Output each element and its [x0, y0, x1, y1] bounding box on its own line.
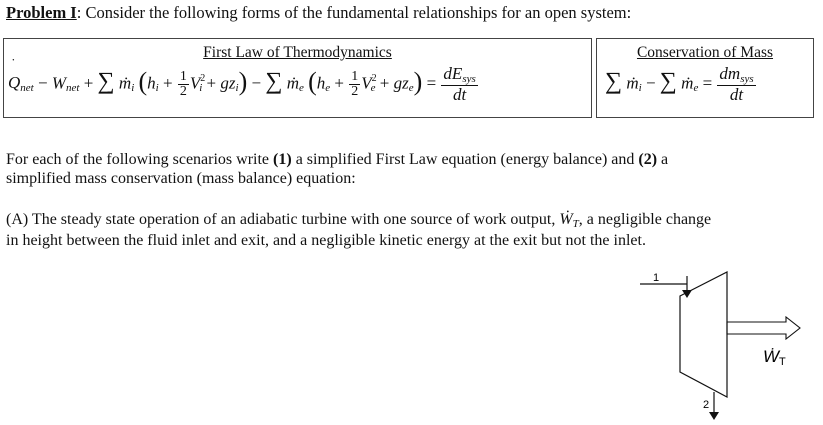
- problem-heading: [6, 3, 631, 23]
- inlet-label: 1: [653, 272, 660, 284]
- outlet-label: 2: [703, 399, 710, 411]
- outlet-arrowhead: [709, 412, 719, 420]
- scenario-a-paragraph: (A) The steady state operation of an adiabatic turbine with one source of work output, ẆT, a negligible change in height between the fluid inlet and exit, and a negligible kinetic energy at the exit but not the inlet.: [6, 211, 712, 249]
- first-law-title: First Law of Thermodynamics: [203, 44, 392, 61]
- work-arrow: [727, 317, 800, 339]
- mass-box: [596, 38, 814, 118]
- turbine-diagram: [620, 262, 820, 422]
- first-law-equation: Q ˙ net − Wnet + ∑ ṁi (hi + $\frac{1}{2}$ $V^2i + gzi$) − ∑ ṁe (he + $\frac{1}{2}$ $V^2e + gze$) = $\frac{\text{dEsys}}{dt}$: [8, 57, 476, 104]
- work-label: ẆT: [763, 347, 786, 368]
- mass-title: Conservation of Mass: [636, 44, 774, 61]
- first-law-box: [3, 38, 592, 118]
- problem-label: Problem I: [6, 3, 77, 22]
- instructions-paragraph: For each of the following scenarios write (1) a simplified First Law equation (energy balance) and (2) a simplified mass conservation (mass balance) equation:: [6, 151, 669, 187]
- problem-heading-text: : Consider the following forms of the fundamental relationships for an open system:: [76, 3, 632, 22]
- mass-equation: ∑ ṁi − ∑ ṁe = $\frac{\text{dmsys}}{dt}$: [605, 64, 754, 104]
